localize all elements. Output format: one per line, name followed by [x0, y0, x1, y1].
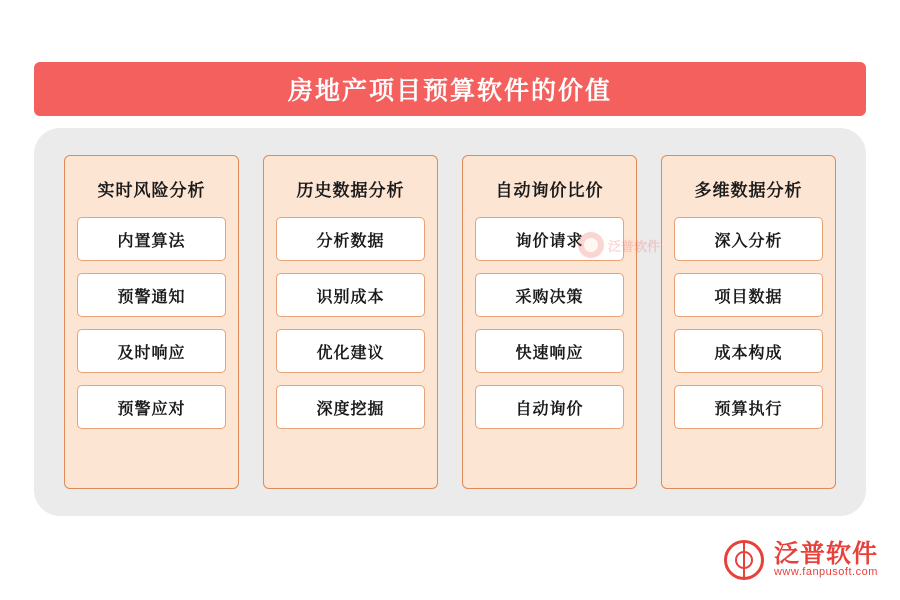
- category-item: 询价请求: [475, 217, 624, 261]
- title-banner: [34, 62, 866, 116]
- column-container: [34, 128, 866, 516]
- category-item: 分析数据: [276, 217, 425, 261]
- category-column-3: [462, 155, 637, 489]
- category-item: 深度挖掘: [276, 385, 425, 429]
- category-item: 识别成本: [276, 273, 425, 317]
- category-item: 优化建议: [276, 329, 425, 373]
- category-column-1: [64, 155, 239, 489]
- category-item: 成本构成: [674, 329, 823, 373]
- category-item: 快速响应: [475, 329, 624, 373]
- category-item: 预警应对: [77, 385, 226, 429]
- category-column-2: [263, 155, 438, 489]
- category-title: 历史数据分析: [296, 181, 405, 200]
- category-item: 自动询价: [475, 385, 624, 429]
- category-item: 深入分析: [674, 217, 823, 261]
- category-title: 自动询价比价: [495, 181, 604, 200]
- category-item: 预警通知: [77, 273, 226, 317]
- category-item: 及时响应: [77, 329, 226, 373]
- logo-text-block: [774, 541, 878, 579]
- page-title: 房地产项目预算软件的价值: [287, 77, 612, 105]
- category-item: 预算执行: [674, 385, 823, 429]
- watermark-label: 泛普软件: [608, 238, 661, 254]
- category-title: 多维数据分析: [694, 181, 803, 200]
- category-item: 内置算法: [77, 217, 226, 261]
- logo-name: 泛普软件: [773, 540, 878, 569]
- category-column-4: [661, 155, 836, 489]
- category-title: 实时风险分析: [97, 181, 206, 200]
- globe-icon: [722, 538, 766, 582]
- content-panel: [34, 128, 866, 516]
- brand-logo: [722, 538, 878, 582]
- category-item: 采购决策: [475, 273, 624, 317]
- category-item: 项目数据: [674, 273, 823, 317]
- logo-url: www.fanpusoft.com: [773, 566, 878, 579]
